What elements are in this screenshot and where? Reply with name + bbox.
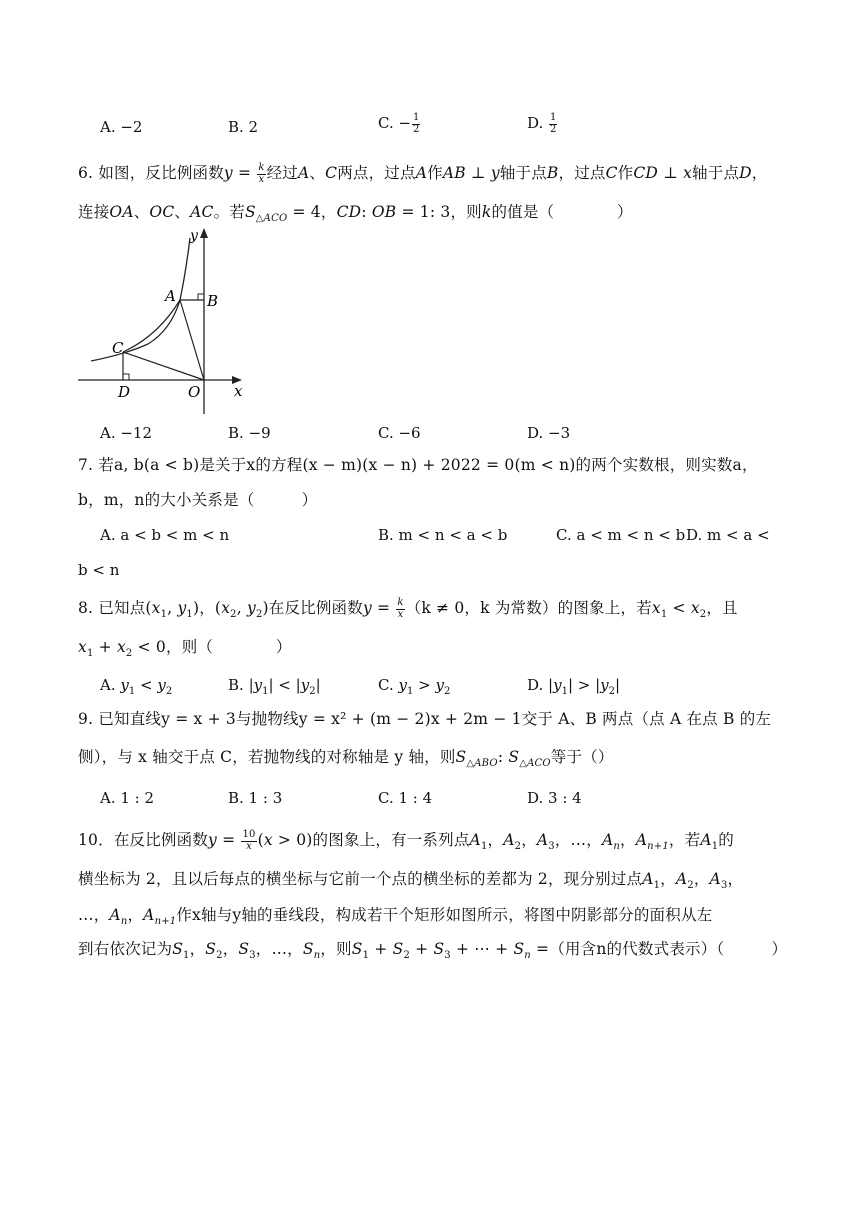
label-y: y xyxy=(190,228,198,244)
label-o: O xyxy=(188,383,201,401)
q5-option-b: B. 2 xyxy=(228,118,259,136)
q10-stem-line1: 10．在反比例函数y = $\frac{10}{x}$ (x > 0)的图象上，有一系列点$A_1$，$A_2$，$A_3$，…，$A_n$，$A_{n+1}$，若$A_1$的 xyxy=(78,829,734,853)
q8-option-c: C. $y_1 > y_2$ xyxy=(378,676,451,697)
q8-option-a: A. $y_1 < y_2$ xyxy=(100,676,173,697)
q9-option-b: B. 1 : 3 xyxy=(228,789,283,807)
q10-stem-line3: …，$A_n$，$A_{n+1}$作x轴与y轴的垂线段，构成若干个矩形如图所示，将图中阴影部分的面积从左 xyxy=(78,906,713,928)
q7-option-c: C. a < m < n < b xyxy=(556,526,686,544)
label-b: B xyxy=(207,292,219,310)
label-c: C xyxy=(112,339,124,357)
q7-stem-line1: 7. 若a, b(a < b)是关于x的方程(x − m)(x − n) + 2022 = 0(m < n)的两个实数根，则实数a， xyxy=(78,456,758,474)
q5-option-d: D. $\frac{1}{2}$ xyxy=(527,112,557,135)
q7-option-d: D. m < a < xyxy=(686,526,770,544)
q8-stem-line1: 8. 已知点($x_1$, $y_1$)，($x_2$, $y_2$)在反比例函数y = $\frac{k}{x}$ （k ≠ 0，k 为常数）的图象上，若$x_1 < x_2$，且 xyxy=(78,597,738,621)
q6-option-d: D. −3 xyxy=(527,424,571,442)
q8-stem-line2: $x_1 + x_2 < 0$，则（ ） xyxy=(78,638,292,660)
q6-option-c: C. −6 xyxy=(378,424,421,442)
q6-option-b: B. −9 xyxy=(228,424,271,442)
q7-option-a: A. a < b < m < n xyxy=(100,526,230,544)
q9-stem-line2: 侧），与 x 轴交于点 C，若抛物线的对称轴是 y 轴，则$S_{\triangle ABO}$: $S_{\triangle ACO}$等于（） xyxy=(78,748,614,770)
segment-ac xyxy=(123,300,180,352)
segment-oc xyxy=(123,352,204,380)
y-axis-arrow-icon xyxy=(200,228,208,238)
q9-option-c: C. 1 : 4 xyxy=(378,789,433,807)
label-x: x xyxy=(234,382,243,400)
label-a: A xyxy=(165,287,176,305)
q10-stem-line2: 横坐标为 2，且以后每点的横坐标与它前一个点的横坐标的差都为 2，现分别过点$A_1$，$A_2$，$A_3$， xyxy=(78,870,744,892)
segment-oa xyxy=(180,300,204,380)
q7-option-d-cont: b < n xyxy=(78,561,120,579)
q9-option-a: A. 1 : 2 xyxy=(100,789,155,807)
q6-stem-line2: 连接OA、OC、AC。若$S_{\triangle ACO} = 4$，CD: OB = 1: 3，则k的值是（ ） xyxy=(78,203,633,225)
q6-figure xyxy=(76,226,251,416)
q5-option-c: C. − $\frac{1}{2}$ xyxy=(378,112,420,135)
q8-option-d: D. $|y_1| > |y_2|$ xyxy=(527,676,621,697)
right-angle-d xyxy=(123,374,129,380)
q8-option-b: B. $|y_1| < |y_2|$ xyxy=(228,676,321,697)
q7-stem-line2: b，m，n的大小关系是（ ） xyxy=(78,491,318,509)
q7-option-b: B. m < n < a < b xyxy=(378,526,508,544)
q5-option-a: A. −2 xyxy=(100,118,143,136)
right-angle-b xyxy=(198,294,204,300)
q6-option-a: A. −12 xyxy=(100,424,153,442)
q9-option-d: D. 3 : 4 xyxy=(527,789,582,807)
q6-stem-line1: 6. 如图，反比例函数y = $\frac{k}{x}$ 经过A、C两点，过点A作AB ⊥ y轴于点B，过点C作CD ⊥ x轴于点D， xyxy=(78,162,768,185)
q9-stem-line1: 9. 已知直线y = x + 3与抛物线y = x² + (m − 2)x + 2m − 1交于 A、B 两点（点 A 在点 B 的左 xyxy=(78,710,772,728)
q10-stem-line4: 到右依次记为$S_1$，$S_2$，$S_3$，…，$S_n$，则$S_1 + S_2 + S_3$ + ⋯ + $S_n$ =（用含n的代数式表示）（ ） xyxy=(78,940,788,962)
label-d: D xyxy=(118,383,131,401)
